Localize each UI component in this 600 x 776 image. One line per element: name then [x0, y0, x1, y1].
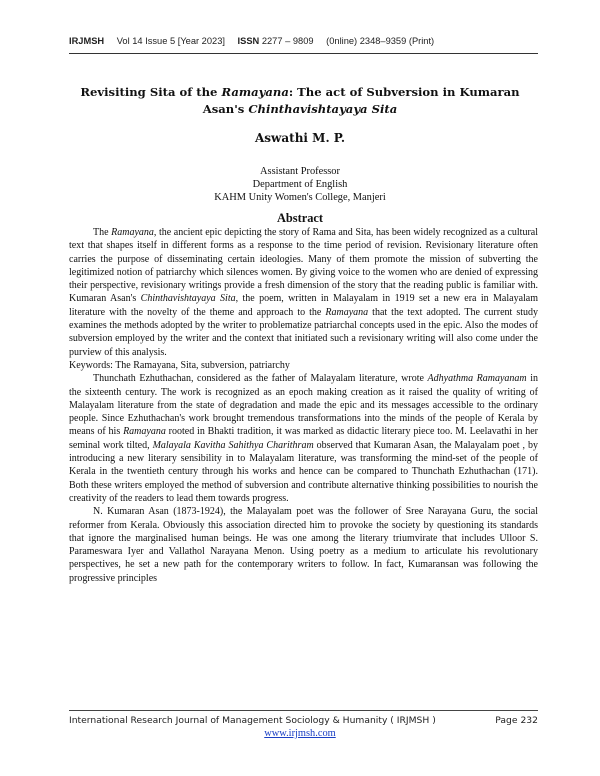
- running-footer: [69, 715, 538, 726]
- affiliation-role: Assistant Professor: [260, 166, 340, 177]
- running-header: [69, 36, 539, 46]
- paper-title: Revisiting Sita of the Ramayana: The act of Subversion in Kumaran Asan's Chinthavishtayaya Sita: [80, 85, 520, 116]
- author-affiliation: [0, 165, 600, 204]
- year: [Year 2023]: [177, 36, 225, 46]
- header-divider: [69, 53, 538, 54]
- issn-label: ISSN: [237, 36, 260, 46]
- author-name: Aswathi M. P.: [254, 131, 346, 145]
- page-number: Page 232: [495, 715, 538, 726]
- issn-online: (0nline) 2348–9359 (Print): [326, 36, 435, 46]
- body-paragraph-1: Thunchath Ezhuthachan, considered as the father of Malayalam literature, wrote Adhyathma Ramayanam in the sixteenth century. The work is recognized as an epoch making creation as it raised the quality of writing of Malayalam literature from the state of degradation and made the epic and its messages accessible to the ordinary people. Since Ezhuthachan's work brought tremendous transformations into the minds of the people of Kerala by means of his Ramayana rooted in Bhakti tradition, it was marked as didactic literary piece too. M. Leelavathi in her seminal work tilted, Malayala Kavitha Sahithya Charithram observed that Kumaran Asan, the Malayalam poet , by introducing a new literary sensibility in to Malayalam literature, was transforming the mind-set of the people of Kerala in the twentieth century through his works and hence can be compared to Thunchath Ezhuthachan (171). Both these writers employed the method of subversion and contribute alternative thinking possibilities to nourish the creativity of the readers to lead them towards progress.: [69, 373, 539, 504]
- journal-abbrev: IRJMSH: [69, 36, 105, 46]
- abstract-paragraph: The Ramayana, the ancient epic depicting the story of Rama and Sita, has been widely recognized as a cultural text that shapes itself in different forms as a response to the time period of revision. Revisionary literature often carries the purpose of disseminating certain ideologies. Many of them promote the mission of subverting the legitimized notion of patriarchy which silences women. By giving voice to the women who are denied of expressing their perspective, revisionary writings provide a fresh dimension of the story that the reading public is familiar with. Kumaran Asan's Chinthavishtayaya Sita, the poem, written in Malayalam in 1919 set a new era in Malayalam literature with the novelty of the theme and approach to the Ramayana that the text adopted. The current study examines the methods adopted by the writer to problematize patriarchal concepts used in the epic. Also the modes of subversion employed by the writer and the context that initiated such a revisionary writing will also come under the purview of this analysis.: [69, 227, 539, 358]
- footer-divider: [69, 710, 538, 711]
- abstract-heading: Abstract: [276, 211, 324, 225]
- issn-print: 2277 – 9809: [261, 36, 314, 46]
- affiliation-institution: KAHM Unity Women's College, Manjeri: [214, 192, 386, 203]
- journal-url-link[interactable]: www.irjmsh.com: [264, 728, 336, 739]
- footer-journal-name: International Research Journal of Management Sociology & Humanity ( IRJMSH ): [69, 715, 436, 726]
- affiliation-department: Department of English: [252, 179, 348, 190]
- keywords: Keywords: The Ramayana, Sita, subversion, patriarchy: [69, 359, 290, 371]
- body-paragraph-2: N. Kumaran Asan (1873-1924), the Malayalam poet was the follower of Sree Narayana Guru, the social reformer from Kerala. Obviously this association directed him to provoke the society by questioning its standards that ignore the marginalised human beings. He was one among the literary triumvirate that includes Ulloor S. Parameswara Iyer and Vallathol Narayana Menon. Using poetry as a medium to articulate his revolutionary perspectives, he set a new path for the contemporary writers to follow. In fact, Kumaransan was following the progressive principles: [69, 506, 538, 584]
- body-text: [69, 226, 538, 585]
- volume-issue: Vol 14 Issue 5: [116, 36, 176, 46]
